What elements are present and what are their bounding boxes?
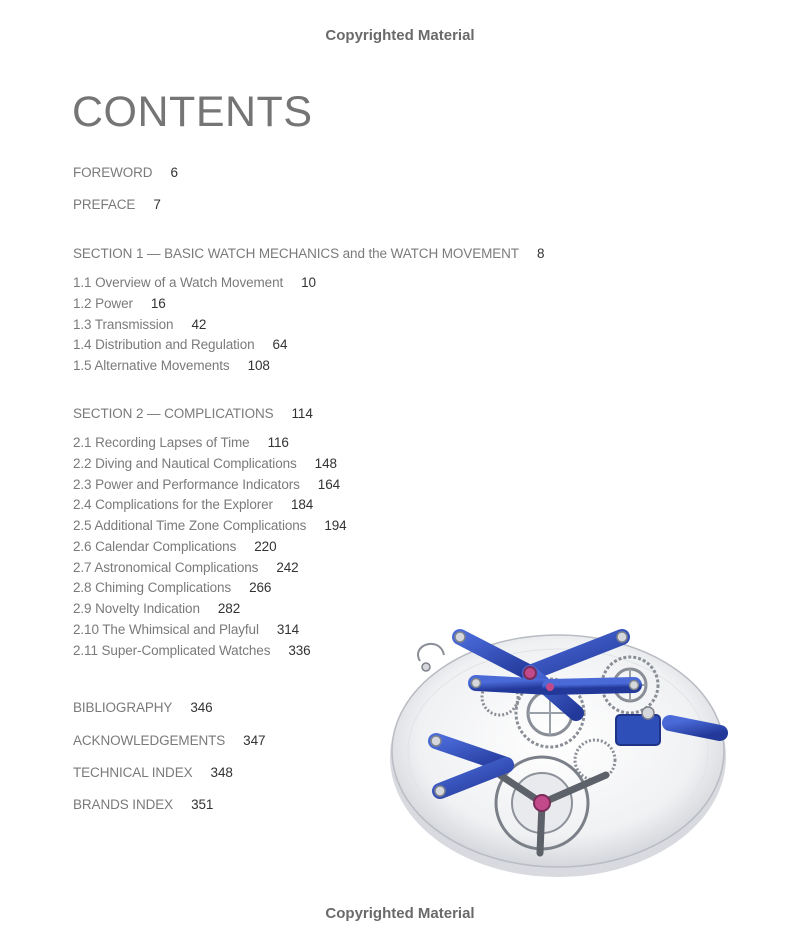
toc-label: TECHNICAL INDEX <box>73 765 193 780</box>
toc-page: 8 <box>536 246 545 261</box>
toc-page: 64 <box>272 337 288 352</box>
toc-label: 2.11 Super-Complicated Watches <box>73 643 271 658</box>
toc-label: 1.5 Alternative Movements <box>73 358 230 373</box>
toc-label: 2.2 Diving and Nautical Complications <box>73 456 297 471</box>
toc-page: 6 <box>170 165 178 180</box>
toc-page: 42 <box>191 317 207 332</box>
toc-label: ACKNOWLEDGEMENTS <box>73 733 226 748</box>
toc-page: 348 <box>210 765 233 780</box>
toc-label: 2.9 Novelty Indication <box>73 601 200 616</box>
toc-page: 108 <box>247 358 270 373</box>
toc-section-1-heading[interactable] <box>73 246 544 261</box>
toc-page: 7 <box>153 197 161 212</box>
toc-page: 266 <box>249 580 272 595</box>
toc-entry[interactable] <box>73 622 299 637</box>
toc-label: 1.3 Transmission <box>73 317 174 332</box>
toc-entry-technical-index[interactable] <box>73 765 233 780</box>
toc-label: SECTION 1 — BASIC WATCH MECHANICS and the WATCH MOVEMENT <box>73 246 519 261</box>
toc-entry-brands-index[interactable] <box>73 797 213 812</box>
toc-page: 242 <box>276 560 299 575</box>
toc-entry-bibliography[interactable] <box>73 700 213 715</box>
toc-page: 282 <box>217 601 241 616</box>
toc-page: 194 <box>324 518 347 533</box>
toc-entry[interactable] <box>73 435 289 450</box>
toc-entry[interactable] <box>73 601 240 616</box>
toc-label: 2.6 Calendar Complications <box>73 539 237 554</box>
toc-page: 164 <box>317 477 341 492</box>
toc-label: 2.7 Astronomical Complications <box>73 560 259 575</box>
toc-entry[interactable] <box>73 317 206 332</box>
toc-label: 2.1 Recording Lapses of Time <box>73 435 250 450</box>
toc-label: SECTION 2 — COMPLICATIONS <box>73 406 274 421</box>
watch-movement-illustration <box>380 615 800 885</box>
toc-page: 116 <box>267 435 289 450</box>
toc-label: 2.10 The Whimsical and Playful <box>73 622 259 637</box>
toc-entry[interactable] <box>73 456 337 471</box>
toc-page: 10 <box>301 275 316 290</box>
toc-entry[interactable] <box>73 358 270 373</box>
toc-page: 314 <box>276 622 300 637</box>
toc-entry[interactable] <box>73 275 316 290</box>
toc-entry[interactable] <box>73 580 271 595</box>
toc-page: 220 <box>254 539 277 554</box>
toc-entry[interactable] <box>73 477 340 492</box>
page-title: CONTENTS <box>72 88 313 136</box>
toc-label: BIBLIOGRAPHY <box>73 700 173 715</box>
toc-page: 351 <box>191 797 214 812</box>
toc-entry[interactable] <box>73 337 287 352</box>
toc-label: 2.8 Chiming Complications <box>73 580 232 595</box>
toc-page: 16 <box>150 296 166 311</box>
toc-page: 148 <box>314 456 337 471</box>
toc-entry-foreword[interactable] <box>73 165 178 180</box>
toc-page: 114 <box>291 406 313 421</box>
toc-label: PREFACE <box>73 197 136 212</box>
toc-entry[interactable] <box>73 518 347 533</box>
toc-label: 1.2 Power <box>73 296 133 311</box>
toc-entry[interactable] <box>73 643 311 658</box>
toc-label: 1.4 Distribution and Regulation <box>73 337 255 352</box>
toc-label: 2.4 Complications for the Explorer <box>73 497 273 512</box>
toc-entry[interactable] <box>73 539 276 554</box>
toc-label: 2.3 Power and Performance Indicators <box>73 477 300 492</box>
toc-entry[interactable] <box>73 560 299 575</box>
toc-entry[interactable] <box>73 497 313 512</box>
toc-section-2-heading[interactable] <box>73 406 313 421</box>
copyright-watermark-bottom: Copyrighted Material <box>325 905 475 922</box>
toc-entry[interactable] <box>73 296 166 311</box>
toc-label: FOREWORD <box>73 165 153 180</box>
toc-label: BRANDS INDEX <box>73 797 174 812</box>
toc-page: 336 <box>288 643 311 658</box>
copyright-watermark-top: Copyrighted Material <box>325 27 475 44</box>
toc-page: 346 <box>190 700 213 715</box>
toc-page: 184 <box>290 497 314 512</box>
toc-label: 2.5 Additional Time Zone Complications <box>73 518 307 533</box>
toc-entry-acknowledgements[interactable] <box>73 733 265 748</box>
toc-entry-preface[interactable] <box>73 197 161 212</box>
toc-page: 347 <box>243 733 266 748</box>
toc-label: 1.1 Overview of a Watch Movement <box>73 275 284 290</box>
